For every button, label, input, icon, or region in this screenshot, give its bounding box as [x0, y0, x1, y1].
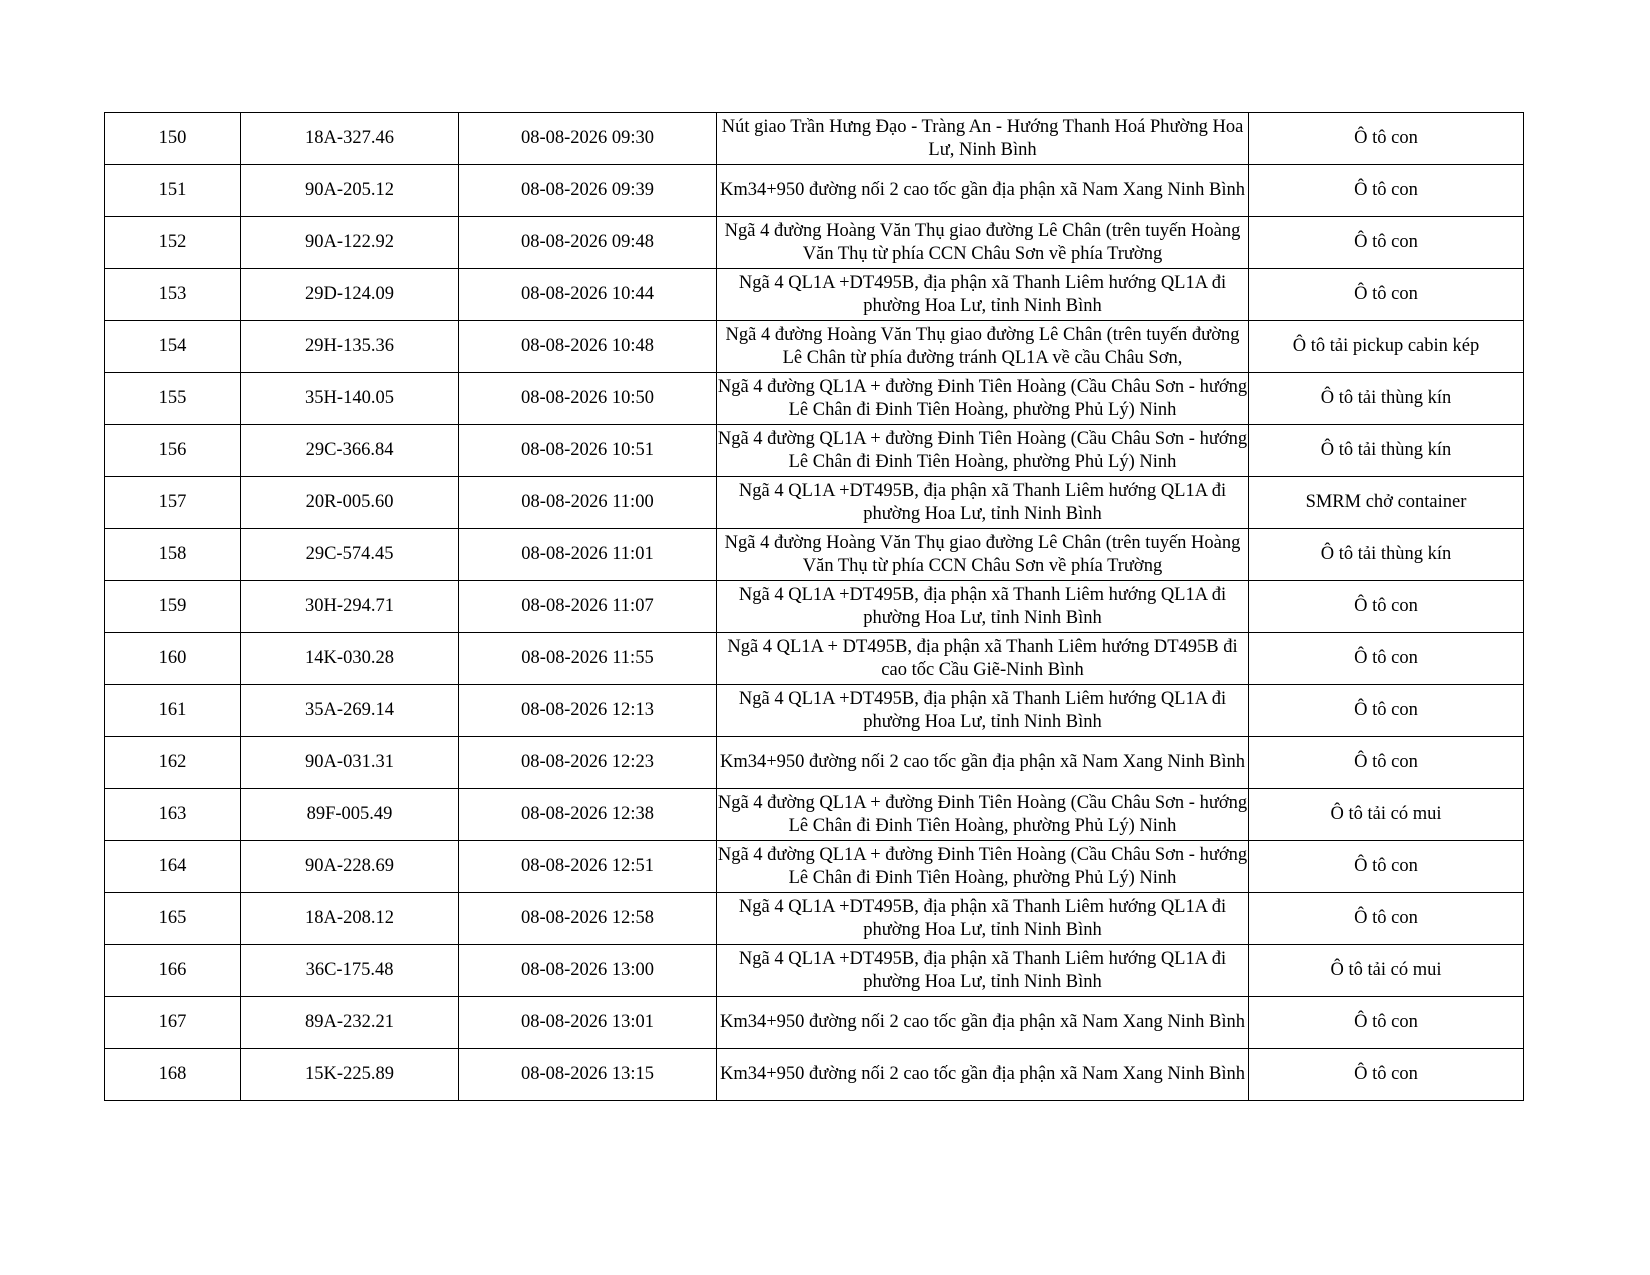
cell-location [717, 373, 1249, 425]
location-text: Ngã 4 đường QL1A + đường Đinh Tiên Hoàng (Cầu Châu Sơn - hướng Lê Chân đi Đinh Tiên Hoàng, phường Phủ Lý) Ninh [717, 428, 1248, 472]
cell-vehicle: Ô tô tải thùng kín [1249, 425, 1524, 477]
cell-plate: 29D-124.09 [241, 269, 459, 321]
cell-vehicle: Ô tô tải thùng kín [1249, 373, 1524, 425]
location-text: Ngã 4 đường Hoàng Văn Thụ giao đường Lê Chân (trên tuyến Hoàng Văn Thụ từ phía CCN Châu Sơn về phía Trường [724, 532, 1241, 576]
location-text: Ngã 4 QL1A + DT495B, địa phận xã Thanh Liêm hướng DT495B đi cao tốc Cầu Giẽ-Ninh Bình [727, 636, 1238, 680]
cell-vehicle: Ô tô con [1249, 893, 1524, 945]
cell-vehicle: Ô tô con [1249, 997, 1524, 1049]
table-row [105, 425, 1524, 477]
table-row [105, 789, 1524, 841]
cell-vehicle: Ô tô tải pickup cabin kép [1249, 321, 1524, 373]
cell-time: 08-08-2026 11:07 [459, 581, 717, 633]
table-row [105, 269, 1524, 321]
cell-vehicle: Ô tô con [1249, 1049, 1524, 1101]
cell-location [717, 633, 1249, 685]
cell-time: 08-08-2026 10:48 [459, 321, 717, 373]
location-text: Ngã 4 QL1A +DT495B, địa phận xã Thanh Liêm hướng QL1A đi phường Hoa Lư, tỉnh Ninh Bình [738, 584, 1227, 628]
cell-time: 08-08-2026 10:50 [459, 373, 717, 425]
cell-stt: 163 [105, 789, 241, 841]
cell-plate: 90A-122.92 [241, 217, 459, 269]
cell-plate: 36C-175.48 [241, 945, 459, 997]
table-row [105, 945, 1524, 997]
location-text: Km34+950 đường nối 2 cao tốc gần địa phận xã Nam Xang Ninh Bình [719, 1012, 1246, 1032]
location-text: Ngã 4 QL1A +DT495B, địa phận xã Thanh Liêm hướng QL1A đi phường Hoa Lư, tỉnh Ninh Bình [738, 480, 1227, 524]
cell-plate: 29H-135.36 [241, 321, 459, 373]
location-text: Km34+950 đường nối 2 cao tốc gần địa phận xã Nam Xang Ninh Bình [719, 752, 1246, 772]
location-text: Ngã 4 QL1A +DT495B, địa phận xã Thanh Liêm hướng QL1A đi phường Hoa Lư, tỉnh Ninh Bình [738, 272, 1227, 316]
cell-plate: 15K-225.89 [241, 1049, 459, 1101]
cell-plate: 90A-031.31 [241, 737, 459, 789]
cell-location [717, 425, 1249, 477]
cell-vehicle: Ô tô con [1249, 841, 1524, 893]
table-row [105, 841, 1524, 893]
cell-time: 08-08-2026 11:00 [459, 477, 717, 529]
cell-location [717, 113, 1249, 165]
cell-vehicle: Ô tô con [1249, 581, 1524, 633]
cell-time: 08-08-2026 12:13 [459, 685, 717, 737]
cell-plate: 35A-269.14 [241, 685, 459, 737]
cell-plate: 20R-005.60 [241, 477, 459, 529]
cell-vehicle: Ô tô con [1249, 685, 1524, 737]
cell-location [717, 997, 1249, 1049]
table-row [105, 1049, 1524, 1101]
cell-time: 08-08-2026 13:01 [459, 997, 717, 1049]
cell-plate: 35H-140.05 [241, 373, 459, 425]
cell-time: 08-08-2026 09:30 [459, 113, 717, 165]
location-text: Ngã 4 đường QL1A + đường Đinh Tiên Hoàng (Cầu Châu Sơn - hướng Lê Chân đi Đinh Tiên Hoàng, phường Phủ Lý) Ninh [717, 376, 1248, 420]
cell-vehicle: Ô tô tải thùng kín [1249, 529, 1524, 581]
cell-location [717, 529, 1249, 581]
cell-time: 08-08-2026 09:48 [459, 217, 717, 269]
cell-stt: 167 [105, 997, 241, 1049]
cell-time: 08-08-2026 11:55 [459, 633, 717, 685]
location-text: Ngã 4 đường Hoàng Văn Thụ giao đường Lê Chân (trên tuyến đường Lê Chân từ phía đường tránh QL1A về cầu Châu Sơn, [725, 324, 1240, 368]
cell-stt: 162 [105, 737, 241, 789]
cell-location [717, 789, 1249, 841]
cell-time: 08-08-2026 10:44 [459, 269, 717, 321]
cell-stt: 161 [105, 685, 241, 737]
cell-time: 08-08-2026 12:38 [459, 789, 717, 841]
cell-plate: 30H-294.71 [241, 581, 459, 633]
cell-stt: 156 [105, 425, 241, 477]
cell-vehicle: Ô tô con [1249, 165, 1524, 217]
table-row [105, 477, 1524, 529]
cell-location [717, 893, 1249, 945]
location-text: Ngã 4 QL1A +DT495B, địa phận xã Thanh Liêm hướng QL1A đi phường Hoa Lư, tỉnh Ninh Bình [738, 948, 1227, 992]
cell-plate: 90A-228.69 [241, 841, 459, 893]
cell-stt: 153 [105, 269, 241, 321]
violation-table [104, 112, 1524, 1101]
cell-location [717, 581, 1249, 633]
cell-location [717, 269, 1249, 321]
cell-stt: 166 [105, 945, 241, 997]
cell-stt: 164 [105, 841, 241, 893]
cell-plate: 18A-208.12 [241, 893, 459, 945]
location-text: Ngã 4 đường QL1A + đường Đinh Tiên Hoàng (Cầu Châu Sơn - hướng Lê Chân đi Đinh Tiên Hoàng, phường Phủ Lý) Ninh [717, 844, 1248, 888]
cell-time: 08-08-2026 12:58 [459, 893, 717, 945]
cell-time: 08-08-2026 10:51 [459, 425, 717, 477]
cell-stt: 160 [105, 633, 241, 685]
table-row [105, 633, 1524, 685]
cell-plate: 89F-005.49 [241, 789, 459, 841]
cell-stt: 152 [105, 217, 241, 269]
cell-vehicle: Ô tô con [1249, 737, 1524, 789]
cell-vehicle: Ô tô con [1249, 269, 1524, 321]
location-text: Km34+950 đường nối 2 cao tốc gần địa phận xã Nam Xang Ninh Bình [719, 1064, 1246, 1084]
cell-location [717, 945, 1249, 997]
table-row [105, 113, 1524, 165]
cell-location [717, 321, 1249, 373]
cell-stt: 154 [105, 321, 241, 373]
cell-plate: 14K-030.28 [241, 633, 459, 685]
table-row [105, 165, 1524, 217]
cell-time: 08-08-2026 12:23 [459, 737, 717, 789]
cell-location [717, 477, 1249, 529]
table-row [105, 997, 1524, 1049]
cell-vehicle: Ô tô tải có mui [1249, 789, 1524, 841]
cell-plate: 29C-366.84 [241, 425, 459, 477]
cell-stt: 168 [105, 1049, 241, 1101]
cell-time: 08-08-2026 12:51 [459, 841, 717, 893]
cell-vehicle: Ô tô con [1249, 113, 1524, 165]
cell-plate: 89A-232.21 [241, 997, 459, 1049]
cell-vehicle: Ô tô tải có mui [1249, 945, 1524, 997]
cell-time: 08-08-2026 13:15 [459, 1049, 717, 1101]
table-row [105, 321, 1524, 373]
cell-time: 08-08-2026 09:39 [459, 165, 717, 217]
cell-vehicle: Ô tô con [1249, 633, 1524, 685]
table-body [105, 113, 1524, 1101]
location-text: Ngã 4 đường Hoàng Văn Thụ giao đường Lê Chân (trên tuyến Hoàng Văn Thụ từ phía CCN Châu Sơn về phía Trường [724, 220, 1241, 264]
cell-location [717, 165, 1249, 217]
cell-stt: 158 [105, 529, 241, 581]
cell-location [717, 841, 1249, 893]
table-row [105, 217, 1524, 269]
table-row [105, 893, 1524, 945]
cell-time: 08-08-2026 11:01 [459, 529, 717, 581]
location-text: Ngã 4 QL1A +DT495B, địa phận xã Thanh Liêm hướng QL1A đi phường Hoa Lư, tỉnh Ninh Bình [738, 896, 1227, 940]
cell-location [717, 737, 1249, 789]
cell-plate: 29C-574.45 [241, 529, 459, 581]
cell-vehicle: SMRM chở container [1249, 477, 1524, 529]
cell-stt: 150 [105, 113, 241, 165]
cell-location [717, 1049, 1249, 1101]
cell-stt: 165 [105, 893, 241, 945]
location-text: Nút giao Trần Hưng Đạo - Tràng An - Hướng Thanh Hoá Phường Hoa Lư, Ninh Bình [721, 116, 1244, 160]
cell-stt: 159 [105, 581, 241, 633]
cell-plate: 90A-205.12 [241, 165, 459, 217]
cell-location [717, 217, 1249, 269]
cell-plate: 18A-327.46 [241, 113, 459, 165]
location-text: Km34+950 đường nối 2 cao tốc gần địa phận xã Nam Xang Ninh Bình [719, 180, 1246, 200]
cell-location [717, 685, 1249, 737]
cell-time: 08-08-2026 13:00 [459, 945, 717, 997]
cell-stt: 157 [105, 477, 241, 529]
cell-stt: 155 [105, 373, 241, 425]
table-row [105, 529, 1524, 581]
table-row [105, 685, 1524, 737]
cell-vehicle: Ô tô con [1249, 217, 1524, 269]
table-row [105, 737, 1524, 789]
location-text: Ngã 4 đường QL1A + đường Đinh Tiên Hoàng (Cầu Châu Sơn - hướng Lê Chân đi Đinh Tiên Hoàng, phường Phủ Lý) Ninh [717, 792, 1248, 836]
location-text: Ngã 4 QL1A +DT495B, địa phận xã Thanh Liêm hướng QL1A đi phường Hoa Lư, tỉnh Ninh Bình [738, 688, 1227, 732]
cell-stt: 151 [105, 165, 241, 217]
table-row [105, 581, 1524, 633]
table-row [105, 373, 1524, 425]
